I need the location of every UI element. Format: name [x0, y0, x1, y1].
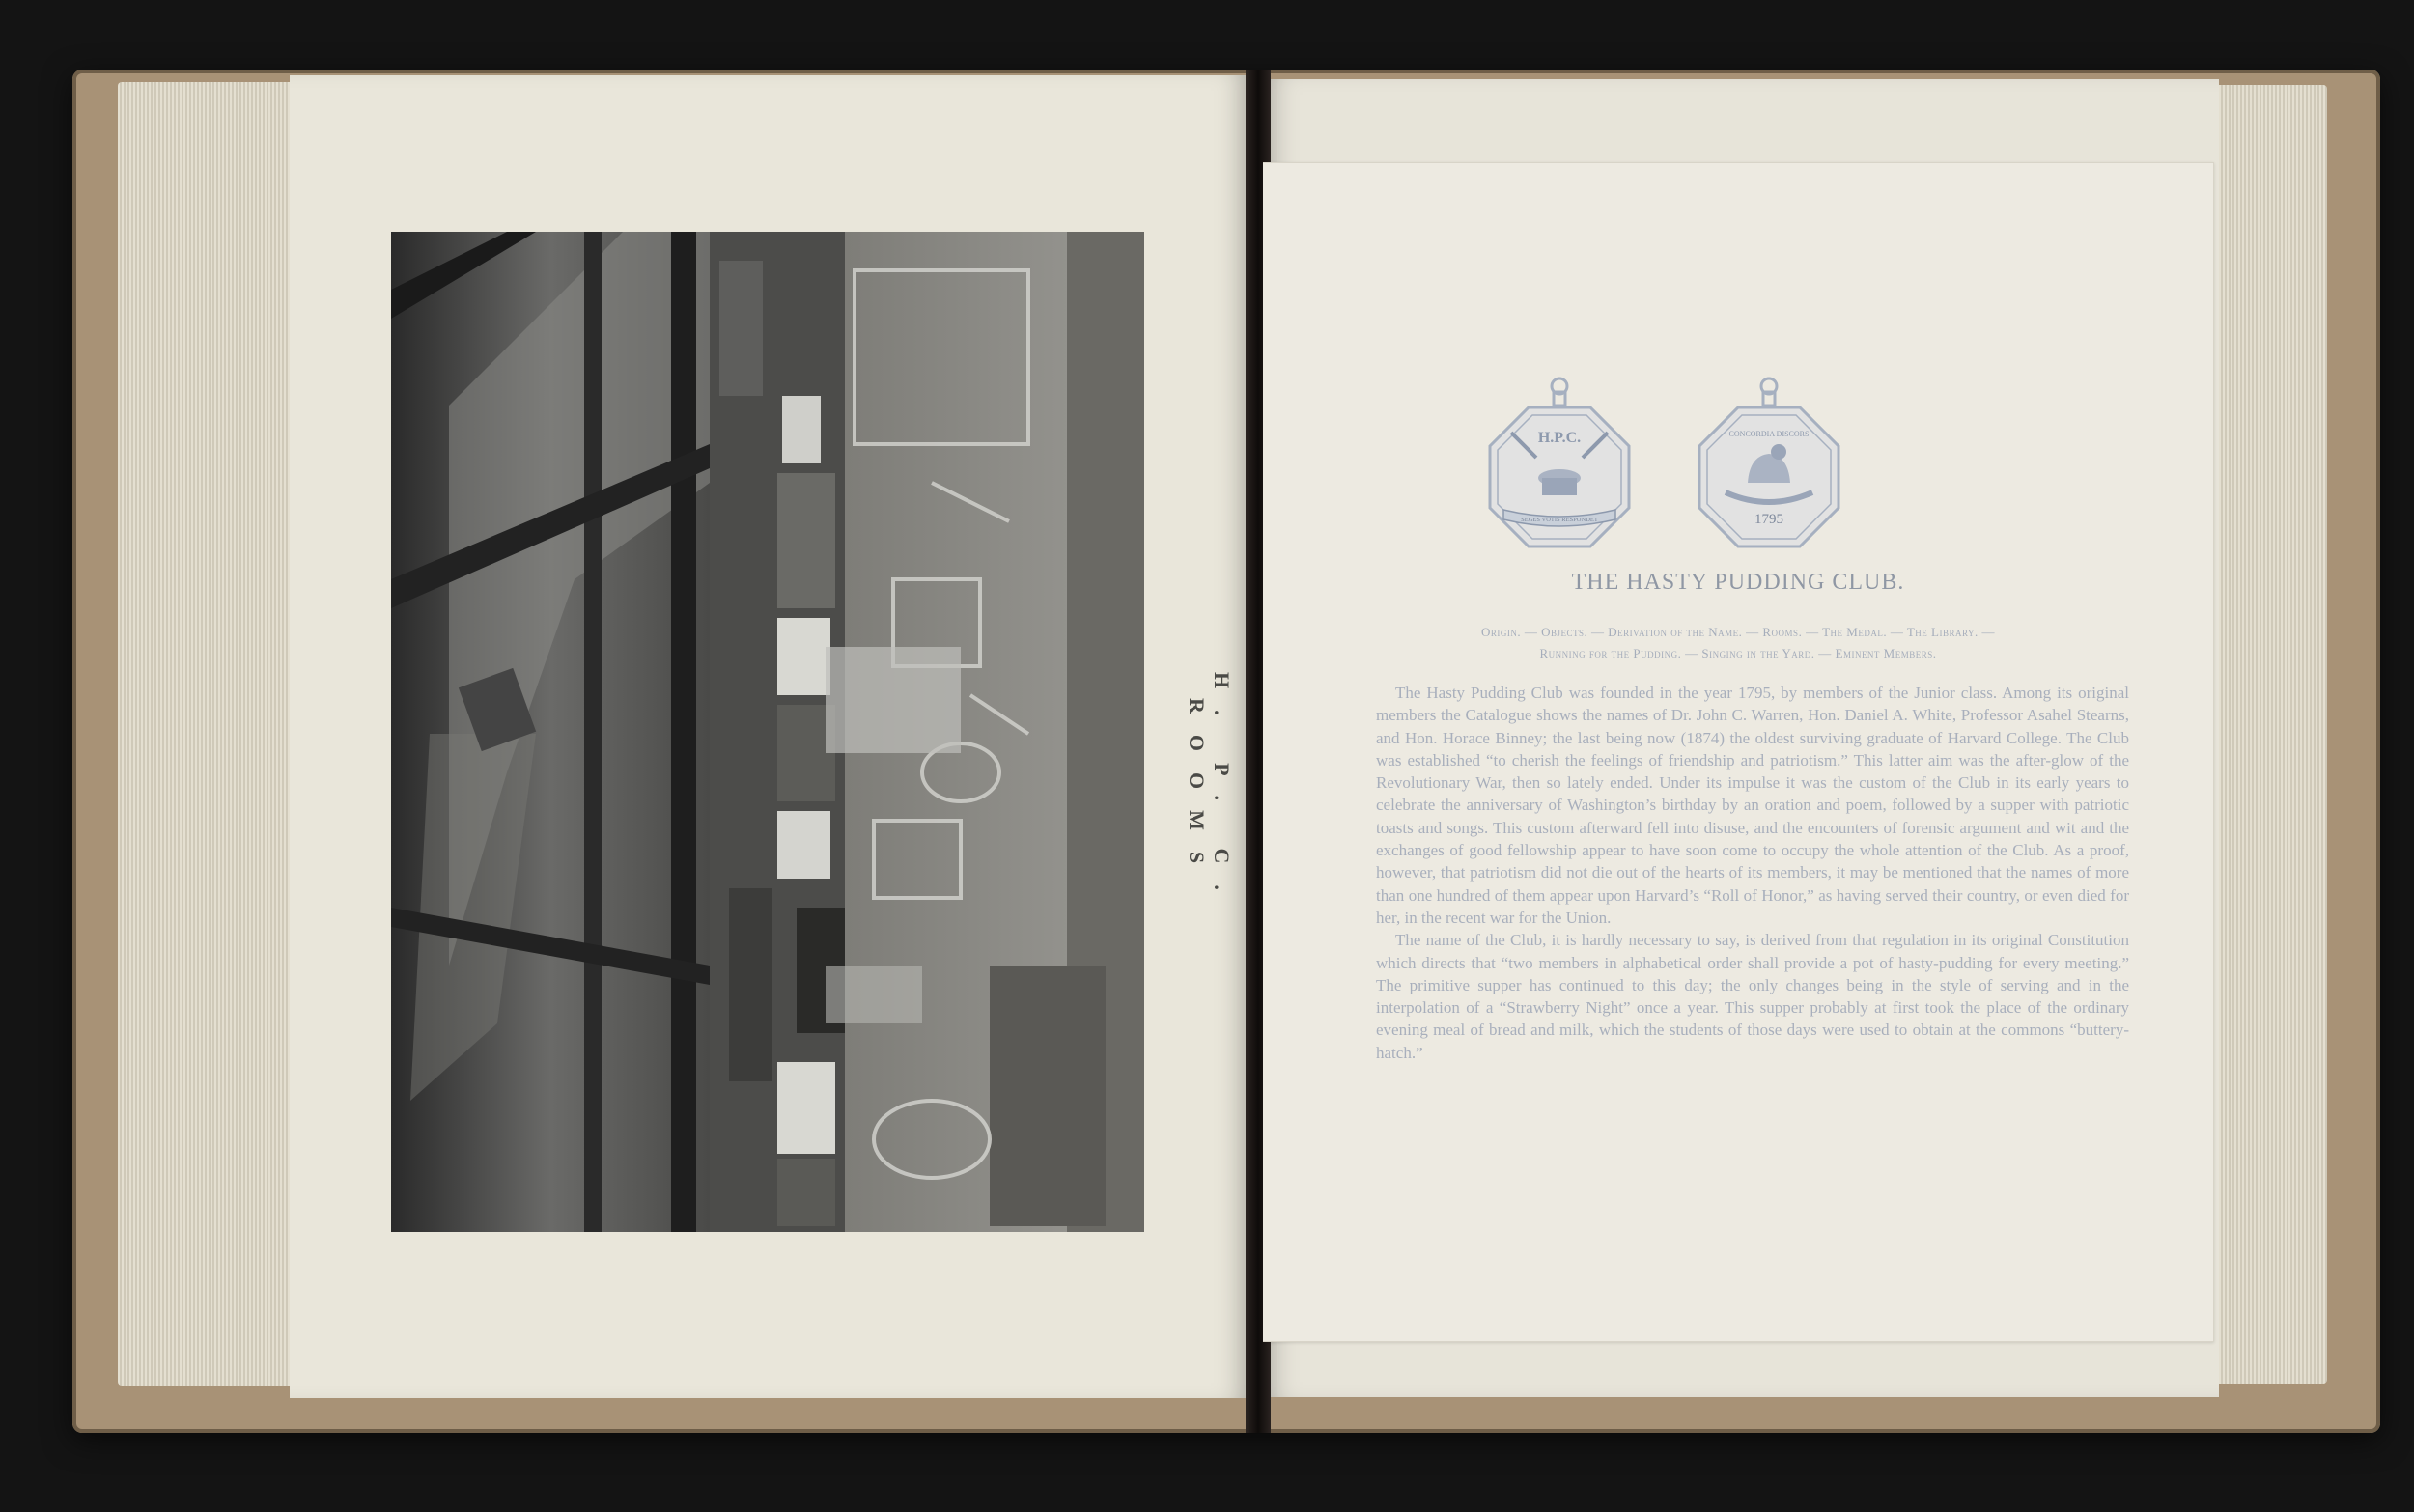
- medal-banner: SEGES VOTIS RESPONDET: [1521, 517, 1598, 523]
- contents-line-1: Origin. — Objects. — Derivation of the Name. — Rooms. — The Medal. — The Library. —: [1481, 625, 1995, 639]
- left-page-edges: [118, 82, 301, 1386]
- concordia-medal: [1692, 377, 1846, 555]
- paragraph-2: The name of the Club, it is hardly necessary to say, is derived from that regulation in its original Constitution which directs that “two members in alphabetical order shall provide a pot of hasty-pudding for every meeting.” The primitive supper has continued to this day; the only changes being in the style of serving and in the interpolation of a “Strawberry Night” once a year. This supper probably at first took the place of the ordinary evening meal of bread and milk, which the students of those days were used to obtain at the commons “buttery-hatch.”: [1376, 931, 2129, 1062]
- medal-year: 1795: [1754, 512, 1783, 527]
- plate-caption: H. P. C. ROOMS: [1185, 672, 1234, 911]
- chapter-contents: [1347, 622, 2129, 664]
- interior-photograph-plate: [391, 232, 1144, 1232]
- paragraph-1: The Hasty Pudding Club was founded in the year 1795, by members of the Junior class. Among its original members the Catalogue shows the names of Dr. John C. Warren, Hon. Daniel A. White, Professor Asahel Stearns, and Hon. Horace Binney; the last being now (1874) the oldest surviving graduate of Harvard College. The Club was established “to cherish the feelings of friendship and patriotism.” This latter aim was the after-glow of the Revolutionary War, then so lately ended. Under its impulse it was the custom of the Club in its early years to celebrate the anniversary of Washington’s birthday by an oration and poem, followed by a supper with patriotic toasts and songs. This custom afterward fell into disuse, and the encounters of forensic argument and wit and the exchanges of good fellowship appear to have soon come to occupy the whole attention of the Club. As a proof, however, that patriotism did not die out of the hearts of its members, it may be mentioned that the names of more than one hundred of them appear upon Harvard’s “Roll of Honor,” as having served their country, or even died for her, in the recent war for the Union.: [1376, 684, 2129, 927]
- chapter-body: [1376, 682, 2129, 1064]
- medal-motto: CONCORDIA DISCORS: [1728, 430, 1810, 438]
- hpc-medal: [1482, 377, 1637, 555]
- medal-initials: H.P.C.: [1537, 430, 1582, 446]
- right-page-edges: [2213, 85, 2327, 1384]
- contents-line-2: Running for the Pudding. — Singing in the Yard. — Eminent Members.: [1539, 646, 1937, 660]
- chapter-title: THE HASTY PUDDING CLUB.: [1571, 570, 1905, 595]
